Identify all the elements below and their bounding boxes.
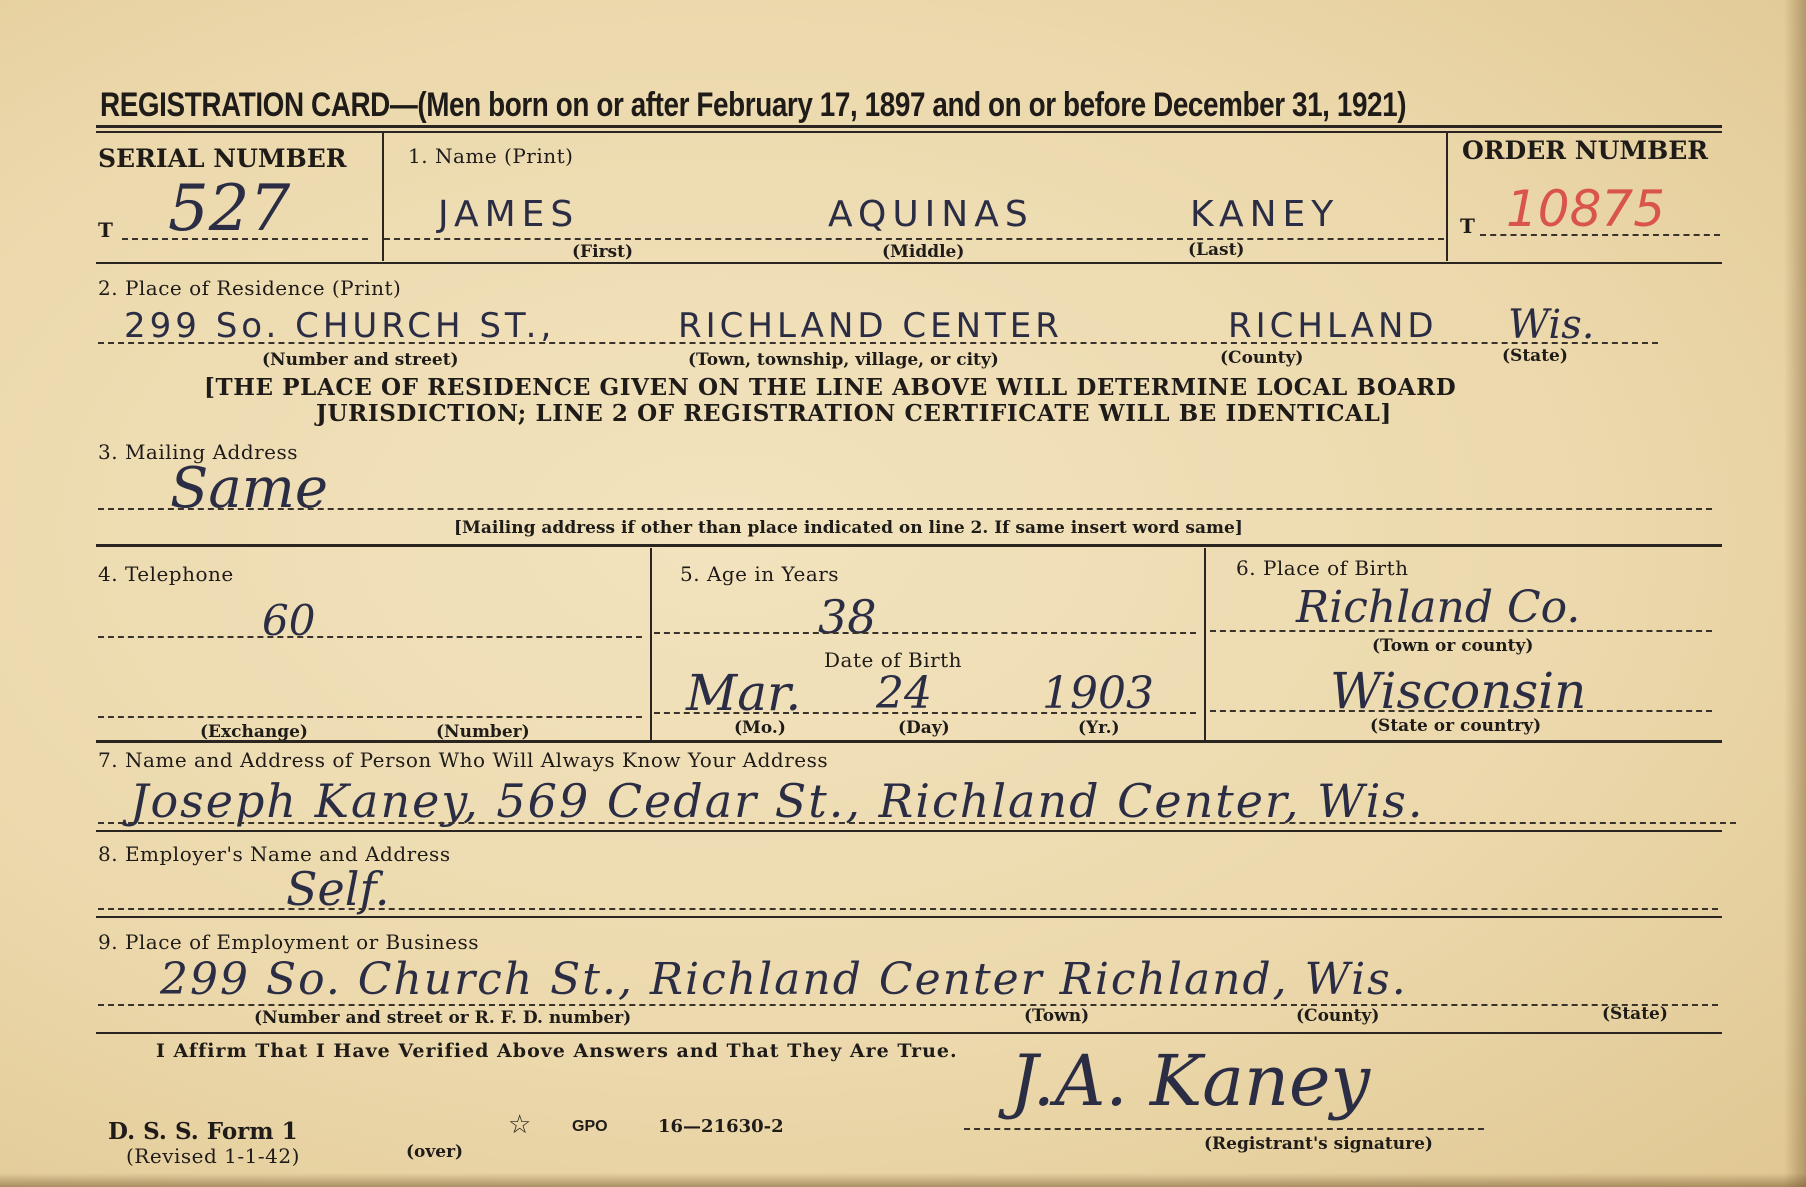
form-name: D. S. S. Form 1	[108, 1118, 298, 1145]
row1-rule	[96, 262, 1722, 264]
row3-rule	[96, 544, 1722, 547]
affirmation-text: I Affirm That I Have Verified Above Answers and That They Are True.	[156, 1040, 958, 1062]
row7-rule	[96, 830, 1722, 832]
row8-rule	[96, 916, 1722, 918]
dob-day-value: 24	[876, 668, 932, 719]
telephone-line-1	[98, 636, 642, 638]
dob-day-caption: (Day)	[898, 718, 950, 738]
gpo-number: 16—21630-2	[658, 1116, 784, 1137]
residence-county-caption: (County)	[1220, 348, 1304, 368]
mailing-value: Same	[170, 456, 328, 521]
mailing-label: 3. Mailing Address	[98, 440, 299, 464]
employer-value: Self.	[286, 862, 390, 916]
residence-town-value: RICHLAND CENTER	[678, 306, 1063, 346]
residence-county-value: RICHLAND	[1228, 306, 1438, 346]
gpo-label: GPO	[572, 1118, 608, 1135]
employer-label: 8. Employer's Name and Address	[98, 842, 451, 866]
mailing-line	[98, 508, 1712, 510]
serial-number-label: SERIAL NUMBER	[98, 144, 347, 173]
serial-number-value: 527	[168, 172, 291, 246]
birthplace-label: 6. Place of Birth	[1236, 556, 1409, 580]
dob-line	[654, 712, 1196, 714]
birthplace-state-caption: (State or country)	[1370, 716, 1542, 736]
age-label: 5. Age in Years	[680, 562, 840, 586]
over-text: (over)	[406, 1142, 464, 1162]
divider-telephone	[650, 548, 652, 740]
dob-year-caption: (Yr.)	[1078, 718, 1120, 738]
card-edge-shadow-bottom	[0, 1173, 1806, 1187]
divider-serial	[382, 133, 384, 261]
age-line	[654, 632, 1196, 634]
employment-place-line	[98, 1004, 1718, 1006]
telephone-exchange-caption: (Exchange)	[200, 722, 308, 742]
residence-street-caption: (Number and street)	[262, 350, 459, 370]
telephone-line-2	[98, 716, 642, 718]
dob-year-value: 1903	[1042, 668, 1154, 719]
employment-county-caption: (County)	[1296, 1006, 1380, 1026]
row6-rule	[96, 740, 1722, 743]
telephone-value: 60	[262, 596, 316, 645]
mailing-caption: [Mailing address if other than place indicated on line 2. If same insert word same]	[454, 518, 1243, 538]
dob-month-value: Mar.	[686, 664, 802, 722]
middle-name-value: AQUINAS	[828, 194, 1034, 235]
birthplace-town-value: Richland Co.	[1296, 582, 1581, 633]
order-number-label: ORDER NUMBER	[1462, 136, 1709, 165]
contact-line	[98, 822, 1736, 824]
dob-label: Date of Birth	[824, 648, 963, 672]
row9-rule	[96, 1032, 1722, 1034]
residence-street-value: 299 So. CHURCH ST.,	[124, 306, 556, 346]
dob-month-caption: (Mo.)	[734, 718, 786, 738]
signature-caption: (Registrant's signature)	[1204, 1134, 1433, 1154]
residence-state-value: Wis.	[1508, 302, 1595, 348]
jurisdiction-note-line1: [THE PLACE OF RESIDENCE GIVEN ON THE LINE ABOVE WILL DETERMINE LOCAL BOARD	[204, 374, 1457, 401]
card-title: REGISTRATION CARD—(Men born on or after February 17, 1897 and on or before December 31, 1921)	[100, 86, 1407, 124]
star-icon: ☆	[508, 1110, 532, 1140]
employment-place-label: 9. Place of Employment or Business	[98, 930, 480, 954]
employment-street-caption: (Number and street or R. F. D. number)	[254, 1008, 632, 1028]
jurisdiction-note-line2: JURISDICTION; LINE 2 OF REGISTRATION CERTIFICATE WILL BE IDENTICAL]	[316, 400, 1392, 427]
telephone-number-caption: (Number)	[436, 722, 530, 742]
contact-value: Joseph Kaney, 569 Cedar St., Richland Center, Wis.	[130, 774, 1425, 828]
last-name-value: KANEY	[1190, 194, 1340, 235]
serial-prefix: T	[98, 218, 113, 242]
telephone-label: 4. Telephone	[98, 562, 234, 586]
order-number-value: 10875	[1506, 180, 1666, 238]
name-label: 1. Name (Print)	[408, 144, 574, 168]
divider-birth	[1204, 548, 1206, 740]
employer-line	[98, 908, 1718, 910]
employment-state-caption: (State)	[1602, 1004, 1668, 1024]
employment-place-value: 299 So. Church St., Richland Center Richland, Wis.	[160, 954, 1408, 1005]
form-revised: (Revised 1-1-42)	[126, 1144, 300, 1168]
age-value: 38	[818, 590, 877, 644]
birthplace-town-line	[1210, 630, 1712, 632]
title-rule	[96, 125, 1722, 128]
signature: J.A. Kaney	[1010, 1040, 1371, 1122]
residence-label: 2. Place of Residence (Print)	[98, 276, 402, 300]
divider-order	[1446, 133, 1448, 261]
first-caption: (First)	[572, 242, 633, 262]
birthplace-state-value: Wisconsin	[1330, 662, 1587, 720]
name-line	[384, 238, 1444, 240]
contact-label: 7. Name and Address of Person Who Will Always Know Your Address	[98, 748, 829, 772]
residence-state-caption: (State)	[1502, 346, 1568, 366]
order-prefix: T	[1460, 214, 1475, 238]
last-caption: (Last)	[1188, 240, 1245, 260]
title-rule-thin	[96, 131, 1722, 133]
first-name-value: JAMES	[438, 194, 580, 235]
birthplace-state-line	[1210, 710, 1712, 712]
middle-caption: (Middle)	[882, 242, 965, 262]
employment-town-caption: (Town)	[1024, 1006, 1090, 1026]
birthplace-town-caption: (Town or county)	[1372, 636, 1534, 656]
residence-town-caption: (Town, township, village, or city)	[688, 350, 999, 370]
card-edge-shadow-right	[1784, 0, 1806, 1187]
signature-line	[964, 1128, 1484, 1130]
